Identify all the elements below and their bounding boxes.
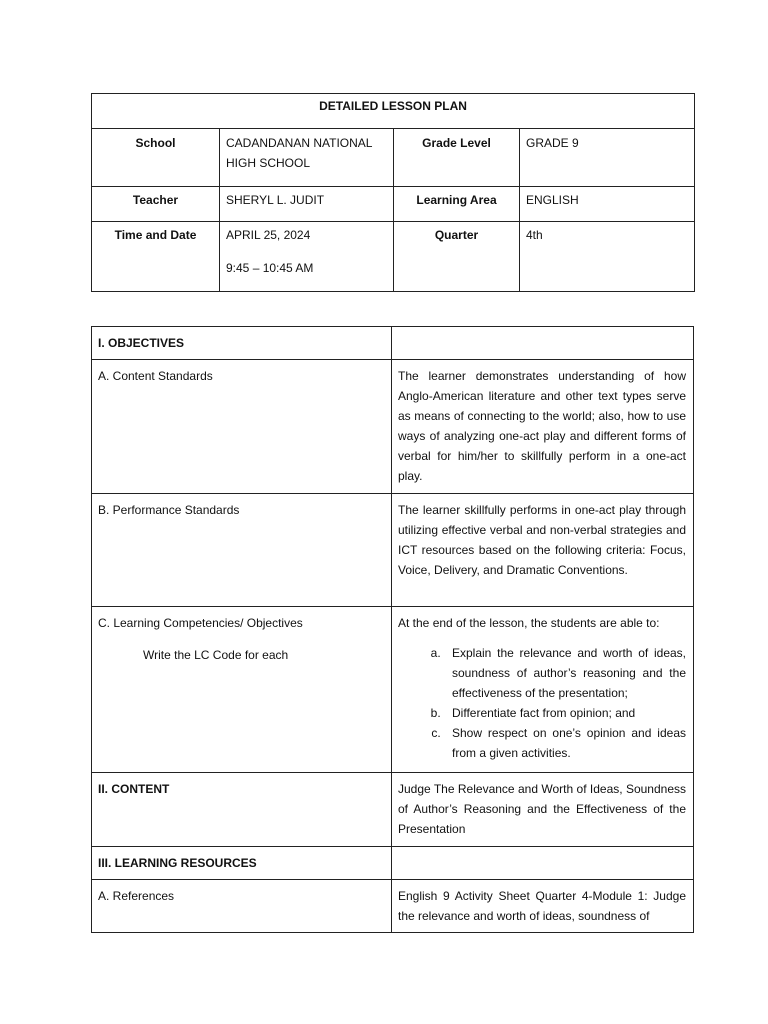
list-item: c. Show respect on one’s opinion and ideas from a given activities. <box>444 723 686 763</box>
resources-empty-cell <box>392 847 694 880</box>
time-date-value <box>220 222 394 292</box>
competencies-sublabel: Write the LC Code for each <box>143 648 289 662</box>
content-text: Judge The Relevance and Worth of Ideas, Soundness of Author’s Reasoning and the Effectiveness of the Presentation <box>392 773 694 847</box>
content-heading: II. CONTENT <box>92 773 392 847</box>
objectives-heading: I. OBJECTIVES <box>92 327 392 360</box>
references-text: English 9 Activity Sheet Quarter 4-Module 1: Judge the relevance and worth of ideas, soundness of <box>392 880 694 933</box>
grade-level-value: GRADE 9 <box>520 129 695 187</box>
quarter-value: 4th <box>520 222 695 292</box>
competencies-list <box>398 643 686 763</box>
quarter-label: Quarter <box>394 222 520 292</box>
list-item: a. Explain the relevance and worth of ideas, soundness of author’s reasoning and the effectiveness of the presentation; <box>444 643 686 703</box>
teacher-label: Teacher <box>92 187 220 222</box>
performance-standards-text: The learner skillfully performs in one-act play through utilizing effective verbal and non-verbal strategies and ICT resources based on the following criteria: Focus, Voice, Delivery, and Dramatic Conventions. <box>392 494 694 607</box>
school-label: School <box>92 129 220 187</box>
grade-level-label: Grade Level <box>394 129 520 187</box>
competencies-text-cell <box>392 607 694 773</box>
competencies-cell <box>92 607 392 773</box>
competencies-label: C. Learning Competencies/ Objectives <box>98 616 303 630</box>
references-label: A. References <box>92 880 392 933</box>
performance-standards-label: B. Performance Standards <box>92 494 392 607</box>
time-date-label: Time and Date <box>92 222 220 292</box>
content-standards-label: A. Content Standards <box>92 360 392 494</box>
lesson-plan-table <box>91 326 694 933</box>
competencies-intro: At the end of the lesson, the students are able to: <box>398 616 660 630</box>
teacher-value: SHERYL L. JUDIT <box>220 187 394 222</box>
school-value: CADANDANAN NATIONAL HIGH SCHOOL <box>220 129 394 187</box>
date-value: APRIL 25, 2024 <box>226 228 311 242</box>
content-standards-text: The learner demonstrates understanding of how Anglo-American literature and other text types serve as means of connecting to the world; also, how to use ways of analyzing one-act play and different forms of verbal for him/her to skillfully perform in a one-act play. <box>392 360 694 494</box>
list-item: b. Differentiate fact from opinion; and <box>444 703 686 723</box>
resources-heading: III. LEARNING RESOURCES <box>92 847 392 880</box>
learning-area-label: Learning Area <box>394 187 520 222</box>
lesson-info-table <box>91 93 695 292</box>
objectives-empty-cell <box>392 327 694 360</box>
document-title: DETAILED LESSON PLAN <box>92 94 695 129</box>
learning-area-value: ENGLISH <box>520 187 695 222</box>
time-value: 9:45 – 10:45 AM <box>226 261 314 275</box>
